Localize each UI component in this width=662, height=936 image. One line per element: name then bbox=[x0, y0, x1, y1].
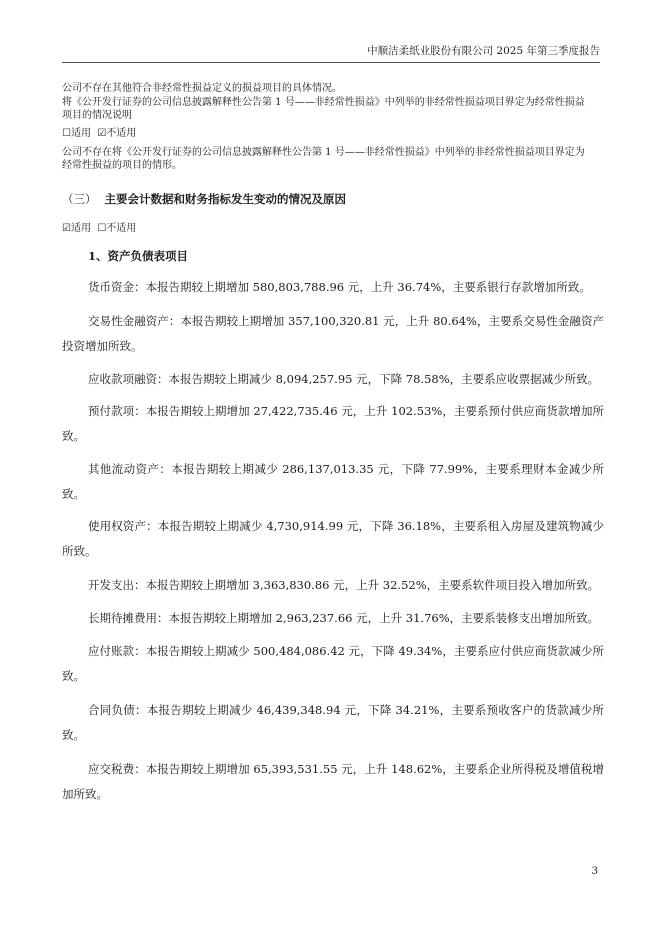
applicable-label: 适用 bbox=[70, 223, 91, 234]
item-paragraph: 应收款项融资：本报告期较上期减少 8,094,257.95 元，下降 78.58%，主要系应收票据减少所致。 bbox=[88, 372, 600, 386]
section-title: 主要会计数据和财务指标发生变动的情况及原因 bbox=[104, 192, 346, 206]
checkbox-unchecked-icon: ☐ bbox=[97, 223, 107, 234]
section-heading bbox=[62, 191, 602, 207]
item-paragraph: 应交税费：本报告期较上期增加 65,393,531.55 元，上升 148.62%，主要系企业所得税及增值税增加所致。 bbox=[62, 762, 604, 801]
subheading: 1、资产负债表项目 bbox=[88, 249, 189, 263]
item-paragraph: 使用权资产：本报告期较上期减少 4,730,914.99 元，下降 36.18%，主要系租入房屋及建筑物减少所致。 bbox=[62, 519, 604, 558]
note-line-2: 将《公开发行证券的公司信息披露解释性公告第 1 号——非经常性损益》中列举的非经常性损益项目界定为经常性损益 bbox=[62, 97, 585, 108]
checkbox-unchecked-icon: ☐ bbox=[62, 128, 71, 139]
page-header bbox=[62, 44, 600, 63]
applicability-checks-1 bbox=[62, 127, 602, 140]
note-line-3: 项目的情况说明 bbox=[62, 110, 132, 121]
report-title: 中顺洁柔纸业股份有限公司 2025 年第三季度报告 bbox=[367, 45, 600, 57]
checkbox-checked-icon: ☑ bbox=[62, 223, 71, 234]
checkbox-checked-icon: ☑ bbox=[97, 128, 107, 139]
note-line-4: 公司不存在将《公开发行证券的公司信息披露解释性公告第 1 号——非经常性损益》中列举的非经常性损益项目界定为 bbox=[62, 147, 585, 158]
item-paragraph: 交易性金融资产：本报告期较上期增加 357,100,320.81 元，上升 80.64%，主要系交易性金融资产投资增加所致。 bbox=[62, 314, 604, 353]
not-applicable-label: 不适用 bbox=[106, 223, 137, 234]
item-paragraph: 其他流动资产：本报告期较上期减少 286,137,013.35 元，下降 77.99%，主要系理财本金减少所致。 bbox=[62, 462, 604, 501]
item-paragraph: 货币资金：本报告期较上期增加 580,803,788.96 元，上升 36.74%，主要系银行存款增加所致。 bbox=[88, 280, 591, 294]
note-line-5: 经常性损益的项目的情形。 bbox=[62, 160, 182, 171]
item-paragraph: 开发支出：本报告期较上期增加 3,363,830.86 元，上升 32.52%，主要系软件项目投入增加所致。 bbox=[88, 578, 600, 592]
item-paragraph: 合同负债：本报告期较上期减少 46,439,348.94 元，下降 34.21%，主要系预收客户的货款减少所致。 bbox=[62, 703, 604, 742]
applicability-checks-2 bbox=[62, 222, 602, 235]
section-number: （三） bbox=[62, 192, 97, 206]
item-paragraph: 应付账款：本报告期较上期减少 500,484,086.42 元，下降 49.34%，主要系应付供应商货款减少所致。 bbox=[62, 644, 604, 683]
not-applicable-label: 不适用 bbox=[106, 128, 137, 139]
item-paragraph: 长期待摊费用：本报告期较上期增加 2,963,237.66 元，上升 31.76%，主要系装修支出增加所致。 bbox=[88, 611, 600, 625]
page-number: 3 bbox=[591, 866, 598, 877]
item-paragraph: 预付款项：本报告期较上期增加 27,422,735.46 元，上升 102.53%，主要系预付供应商货款增加所致。 bbox=[62, 404, 604, 443]
applicable-label: 适用 bbox=[70, 128, 91, 139]
note-line-1: 公司不存在其他符合非经常性损益定义的损益项目的具体情况。 bbox=[62, 83, 342, 94]
